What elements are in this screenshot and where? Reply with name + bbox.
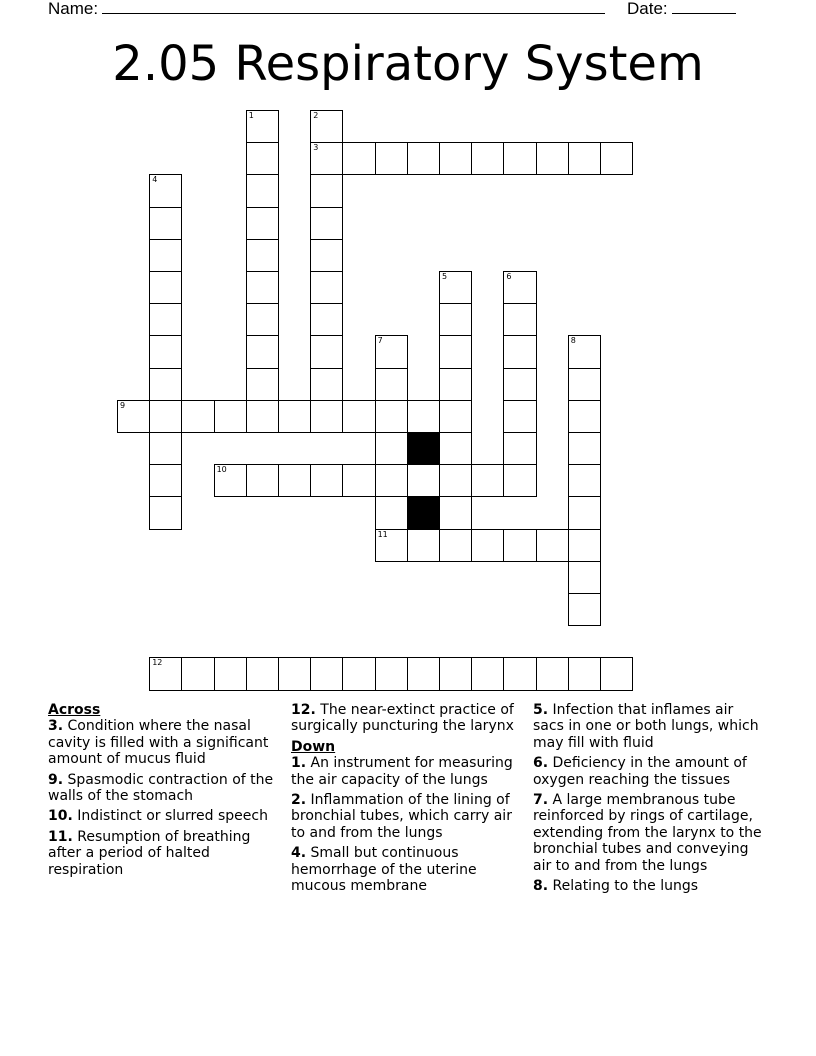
grid-cell[interactable] (246, 368, 279, 401)
grid-cell[interactable] (503, 335, 536, 368)
grid-cell[interactable] (568, 400, 601, 433)
page-title: 2.05 Respiratory System (112, 36, 704, 92)
clue-column-1 (48, 702, 283, 882)
grid-cell[interactable] (181, 657, 214, 690)
grid-cell[interactable] (342, 400, 375, 433)
clue (48, 829, 283, 878)
grid-cell[interactable] (439, 400, 472, 433)
grid-cell[interactable] (342, 657, 375, 690)
grid-cell[interactable] (568, 593, 601, 626)
grid-cell[interactable] (278, 464, 311, 497)
clue-number: 7 (377, 336, 383, 346)
date-label: Date: (627, 0, 668, 18)
grid-cell[interactable] (503, 432, 536, 465)
grid-cell[interactable] (310, 335, 343, 368)
clue-column-3 (533, 702, 768, 898)
grid-cell[interactable] (503, 464, 536, 497)
clue (533, 702, 768, 751)
grid-cell[interactable] (568, 368, 601, 401)
section-heading-across: Across (48, 702, 101, 718)
section-heading-down: Down (291, 738, 336, 755)
grid-cell[interactable] (375, 142, 408, 175)
clue-number-label: 6. (533, 755, 549, 772)
grid-cell[interactable] (536, 657, 569, 690)
grid-cell[interactable] (278, 657, 311, 690)
grid-cell[interactable] (439, 271, 472, 304)
clue (291, 702, 526, 735)
clue-number: 6 (506, 272, 512, 281)
clue-number: 4 (152, 175, 158, 185)
clue-text: A large membranous tube reinforced by rings of cartilage, extending from the larynx to the bronchial tubes and conveying air to and from the lungs (533, 792, 762, 874)
grid-cell[interactable] (149, 303, 182, 336)
grid-cell[interactable] (439, 303, 472, 336)
grid-cell[interactable] (149, 174, 182, 207)
grid-cell[interactable] (439, 464, 472, 497)
grid-cell[interactable] (375, 400, 408, 433)
grid-cell[interactable] (471, 529, 504, 562)
grid-cell[interactable] (181, 400, 214, 433)
grid-cell[interactable] (278, 400, 311, 433)
clue-number: 5 (442, 272, 448, 281)
grid-cell[interactable] (471, 464, 504, 497)
grid-cell[interactable] (310, 400, 343, 433)
grid-cell[interactable] (503, 529, 536, 562)
grid-cell[interactable] (149, 496, 182, 529)
grid-cell[interactable] (375, 496, 408, 529)
clue-number-label: 1. (291, 755, 307, 772)
grid-cell[interactable] (310, 110, 343, 143)
grid-cell[interactable] (149, 239, 182, 272)
clue-text: Resumption of breathing after a period of halted respiration (48, 828, 251, 878)
grid-cell[interactable] (214, 400, 247, 433)
grid-cell[interactable] (503, 142, 536, 175)
grid-cell[interactable] (600, 142, 633, 175)
grid-cell[interactable] (246, 400, 279, 433)
clue (48, 808, 283, 824)
grid-cell[interactable] (310, 142, 343, 175)
clue-number-label: 5. (533, 702, 549, 718)
grid-cell[interactable] (310, 657, 343, 690)
clue-text: Spasmodic contraction of the walls of the stomach (48, 771, 274, 805)
grid-cell[interactable] (310, 174, 343, 207)
clue-text: Small but continuous hemorrhage of the uterine mucous membrane (291, 845, 477, 895)
clue-number: 2 (313, 111, 319, 120)
grid-cell[interactable] (310, 464, 343, 497)
grid-cell[interactable] (149, 400, 182, 433)
grid-cell[interactable] (407, 400, 440, 433)
clue-number: 12 (152, 658, 163, 668)
clue-number: 9 (120, 400, 126, 410)
clue (291, 845, 526, 894)
clue (48, 718, 283, 767)
clue (533, 755, 768, 788)
grid-cell[interactable] (246, 335, 279, 368)
name-label: Name: (48, 0, 99, 18)
grid-cell[interactable] (375, 335, 408, 368)
clue-number-label: 8. (533, 878, 549, 895)
grid-cell[interactable] (375, 368, 408, 401)
grid-cell[interactable] (342, 464, 375, 497)
grid-cell[interactable] (503, 303, 536, 336)
grid-cell[interactable] (536, 529, 569, 562)
grid-cell[interactable] (246, 239, 279, 272)
clue-number: 11 (377, 529, 388, 539)
grid-cell[interactable] (149, 271, 182, 304)
grid-cell[interactable] (342, 142, 375, 175)
grid-cell[interactable] (246, 464, 279, 497)
grid-cell[interactable] (568, 529, 601, 562)
grid-cell[interactable] (536, 142, 569, 175)
grid-cell[interactable] (439, 496, 472, 529)
clue-text: Inflammation of the lining of bronchial tubes, which carry air to and from the lungs (291, 792, 512, 841)
grid-cell[interactable] (407, 142, 440, 175)
grid-cell[interactable] (439, 432, 472, 465)
clue-number-label: 4. (291, 845, 307, 862)
grid-cell[interactable] (246, 271, 279, 304)
clue-number-label: 10. (48, 808, 73, 825)
grid-cell[interactable] (310, 271, 343, 304)
grid-cell[interactable] (439, 335, 472, 368)
grid-cell[interactable] (568, 561, 601, 594)
clue-number: 10 (216, 465, 227, 475)
clue (291, 792, 526, 841)
clue-number: 3 (313, 143, 319, 153)
clue-number-label: 7. (533, 792, 549, 809)
grid-cell[interactable] (310, 368, 343, 401)
grid-cell[interactable] (407, 657, 440, 690)
grid-cell[interactable] (246, 174, 279, 207)
grid-cell[interactable] (149, 657, 182, 690)
grid-cell[interactable] (407, 529, 440, 562)
grid-cell[interactable] (471, 142, 504, 175)
grid-cell[interactable] (503, 657, 536, 690)
clue-text: Indistinct or slurred speech (72, 808, 268, 825)
grid-cell[interactable] (503, 368, 536, 401)
grid-cell[interactable] (568, 464, 601, 497)
clue-text: The near-extinct practice of surgically puncturing the larynx (291, 702, 514, 735)
grid-cell[interactable] (568, 142, 601, 175)
grid-cell[interactable] (503, 400, 536, 433)
grid-cell[interactable] (246, 207, 279, 240)
grid-cell[interactable] (214, 657, 247, 690)
grid-cell[interactable] (568, 657, 601, 690)
clue-number-label: 11. (48, 828, 73, 845)
grid-cell[interactable] (214, 464, 247, 497)
grid-cell[interactable] (568, 432, 601, 465)
grid-cell[interactable] (149, 207, 182, 240)
grid-cell[interactable] (503, 271, 536, 304)
clue-text: Deficiency in the amount of oxygen reaching the tissues (533, 755, 747, 788)
grid-cell[interactable] (471, 657, 504, 690)
grid-cell[interactable] (149, 335, 182, 368)
grid-cell[interactable] (246, 303, 279, 336)
grid-cell[interactable] (407, 464, 440, 497)
grid-cell[interactable] (149, 464, 182, 497)
grid-cell[interactable] (439, 142, 472, 175)
grid-cell[interactable] (246, 657, 279, 690)
clue (291, 755, 526, 788)
clue-number-label: 12. (291, 702, 316, 718)
grid-cell[interactable] (310, 239, 343, 272)
grid-cell[interactable] (568, 496, 601, 529)
black-square (407, 496, 440, 529)
grid-cell[interactable] (568, 335, 601, 368)
clue-text: Relating to the lungs (548, 878, 699, 895)
clue-number: 8 (570, 336, 576, 346)
clue-text: Condition where the nasal cavity is filled with a significant amount of mucus fluid (48, 718, 269, 768)
clue-number-label: 2. (291, 792, 307, 809)
clue (533, 878, 768, 894)
clue-number-label: 9. (48, 771, 64, 788)
clue-number: 1 (248, 111, 254, 120)
grid-cell[interactable] (439, 657, 472, 690)
grid-cell[interactable] (375, 464, 408, 497)
grid-cell[interactable] (600, 657, 633, 690)
clue (48, 772, 283, 805)
grid-cell[interactable] (375, 432, 408, 465)
grid-cell[interactable] (310, 303, 343, 336)
grid-cell[interactable] (375, 657, 408, 690)
clue-number-label: 3. (48, 718, 64, 735)
clue (533, 792, 768, 874)
grid-cell[interactable] (246, 110, 279, 143)
grid-cell[interactable] (310, 207, 343, 240)
grid-cell[interactable] (375, 529, 408, 562)
grid-cell[interactable] (149, 368, 182, 401)
grid-cell[interactable] (439, 529, 472, 562)
clue-text: Infection that inflames air sacs in one or both lungs, which may fill with fluid (533, 702, 759, 751)
clue-text: An instrument for measuring the air capacity of the lungs (291, 755, 513, 788)
black-square (407, 432, 440, 465)
grid-cell[interactable] (117, 400, 150, 433)
clue-column-2 (291, 702, 526, 898)
grid-cell[interactable] (439, 368, 472, 401)
grid-cell[interactable] (149, 432, 182, 465)
grid-cell[interactable] (246, 142, 279, 175)
